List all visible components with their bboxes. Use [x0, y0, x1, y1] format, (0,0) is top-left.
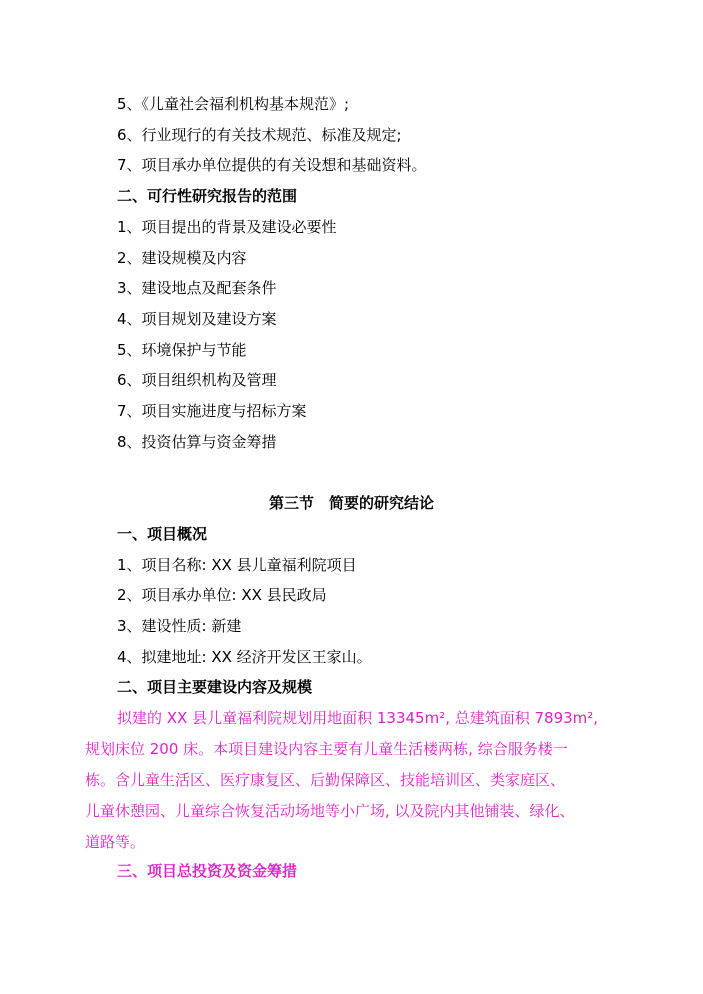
- basis-item-5: 5、《儿童社会福利机构基本规范》;: [117, 95, 350, 113]
- content-paragraph-line: 道路等。: [85, 833, 146, 851]
- scope-item-2: 2、建设规模及内容: [117, 249, 247, 267]
- content-paragraph-line: 栋。含儿童生活区、医疗康复区、后勤保障区、技能培训区、类家庭区、: [85, 771, 566, 789]
- content-heading: 二、项目主要建设内容及规模: [117, 678, 313, 696]
- scope-item-8: 8、投资估算与资金筹措: [117, 433, 277, 451]
- overview-item-2: 2、项目承办单位: XX 县民政局: [117, 586, 327, 604]
- investment-heading: 三、项目总投资及资金筹措: [117, 862, 298, 880]
- scope-item-6: 6、项目组织机构及管理: [117, 371, 277, 389]
- content-paragraph-line: 规划床位 200 床。本项目建设内容主要有儿童生活楼两栋, 综合服务楼一: [85, 740, 568, 758]
- scope-item-3: 3、建设地点及配套条件: [117, 279, 277, 297]
- overview-item-3: 3、建设性质: 新建: [117, 617, 242, 635]
- scope-item-4: 4、项目规划及建设方案: [117, 310, 277, 328]
- content-paragraph-line: 儿童休憩园、儿童综合恢复活动场地等小广场, 以及院内其他铺装、绿化、: [85, 802, 575, 820]
- overview-item-4: 4、拟建地址: XX 经济开发区王家山。: [117, 648, 372, 666]
- basis-item-6: 6、行业现行的有关技术规范、标准及规定;: [117, 126, 402, 144]
- overview-heading: 一、项目概况: [117, 525, 208, 543]
- overview-item-1: 1、项目名称: XX 县儿童福利院项目: [117, 556, 357, 574]
- scope-item-1: 1、项目提出的背景及建设必要性: [117, 218, 337, 236]
- scope-item-7: 7、项目实施进度与招标方案: [117, 402, 307, 420]
- scope-item-5: 5、环境保护与节能: [117, 341, 247, 359]
- content-paragraph-line: 拟建的 XX 县儿童福利院规划用地面积 13345m², 总建筑面积 7893m²,: [117, 709, 599, 727]
- basis-item-7: 7、项目承办单位提供的有关设想和基础资料。: [117, 156, 427, 174]
- content-paragraph: [85, 703, 633, 858]
- scope-heading: 二、可行性研究报告的范围: [117, 187, 298, 205]
- section-title: 第三节 简要的研究结论: [268, 494, 434, 512]
